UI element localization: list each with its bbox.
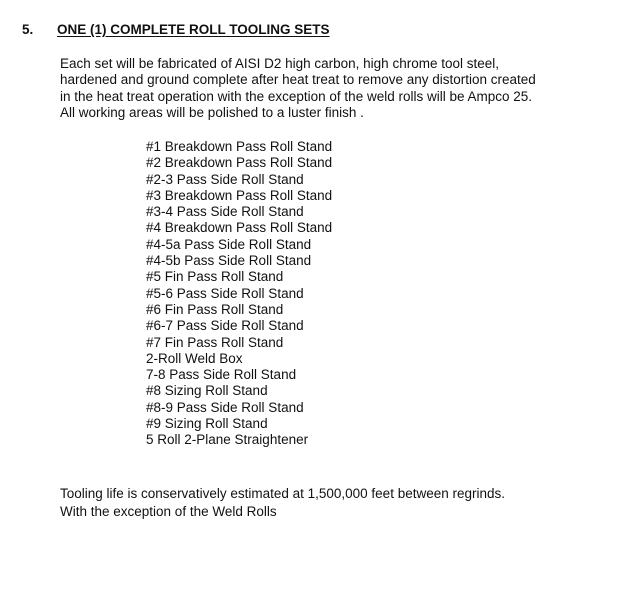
list-item: #7 Fin Pass Roll Stand	[146, 334, 284, 350]
intro-line: All working areas will be polished to a luster finish .	[60, 104, 364, 120]
list-item: #1 Breakdown Pass Roll Stand	[146, 139, 333, 154]
list-item: #4 Breakdown Pass Roll Stand	[146, 220, 333, 236]
list-item: #4-5b Pass Side Roll Stand	[146, 253, 312, 269]
intro-line: in the heat treat operation with the exception of the weld rolls will be Ampco 25.	[60, 88, 533, 104]
list-item: #8 Sizing Roll Stand	[146, 383, 268, 399]
list-item: #3-4 Pass Side Roll Stand	[146, 204, 304, 220]
list-item: #5 Fin Pass Roll Stand	[146, 269, 284, 285]
list-item: 2-Roll Weld Box	[146, 350, 243, 366]
section-number: 5.	[22, 22, 34, 37]
list-item: 5 Roll 2-Plane Straightener	[146, 432, 309, 448]
tooling-life-note	[60, 485, 505, 520]
list-item: #6-7 Pass Side Roll Stand	[146, 318, 304, 334]
intro-line: hardened and ground complete after heat treat to remove any distortion created	[60, 72, 536, 88]
list-item: #4-5a Pass Side Roll Stand	[146, 236, 312, 252]
list-item: #6 Fin Pass Roll Stand	[146, 301, 284, 317]
list-item: #2-3 Pass Side Roll Stand	[146, 171, 304, 187]
footer-line: Tooling life is conservatively estimated at 1,500,000 feet between regrinds.	[60, 486, 506, 501]
list-item: #3 Breakdown Pass Roll Stand	[146, 187, 333, 203]
intro-paragraph	[60, 56, 600, 121]
footer-line: With the exception of the Weld Rolls	[60, 503, 277, 519]
list-item: #8-9 Pass Side Roll Stand	[146, 399, 304, 415]
list-item: #9 Sizing Roll Stand	[146, 416, 268, 432]
list-item: 7-8 Pass Side Roll Stand	[146, 367, 297, 383]
section-title: ONE (1) COMPLETE ROLL TOOLING SETS	[57, 22, 330, 37]
roll-stand-list	[146, 139, 332, 449]
list-item: #5-6 Pass Side Roll Stand	[146, 285, 304, 301]
list-item: #2 Breakdown Pass Roll Stand	[146, 155, 333, 171]
intro-line: Each set will be fabricated of AISI D2 high carbon, high chrome tool steel,	[60, 56, 499, 71]
